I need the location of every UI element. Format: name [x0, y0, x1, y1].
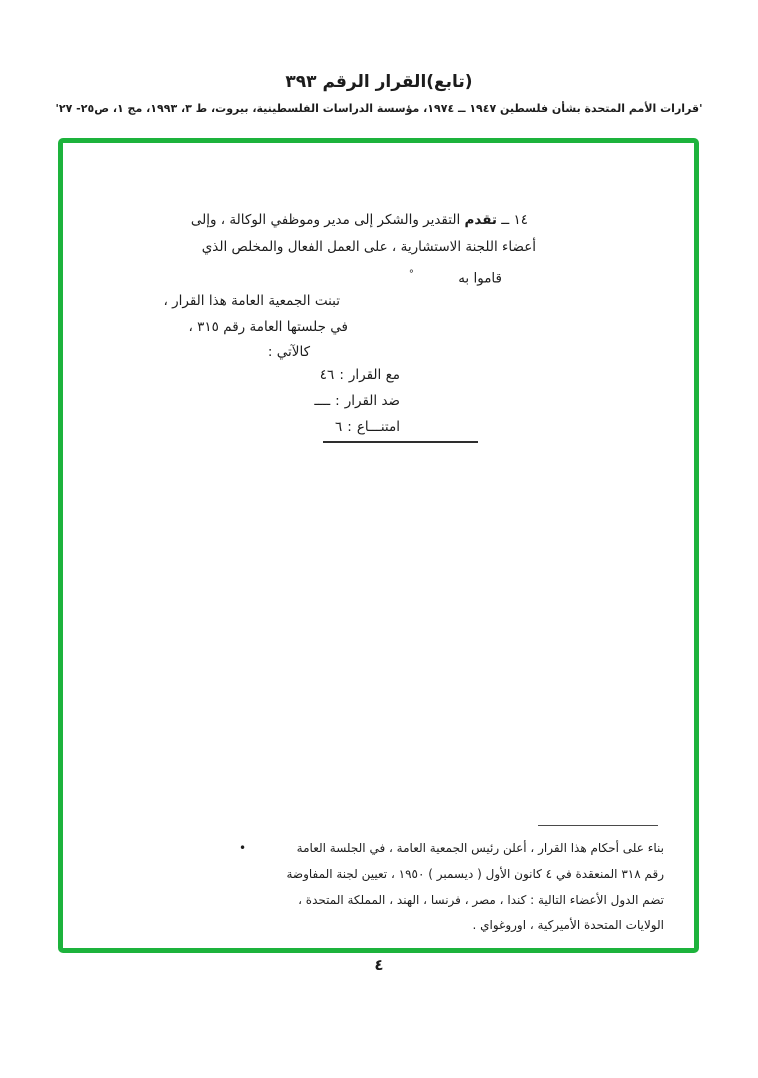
vote-for-label: مع القرار — [348, 367, 400, 383]
paragraph-line1-text: التقدير والشكر إلى مدير وموظفي الوكالة ، وإلى — [190, 212, 461, 228]
vote-against-value: ــــ — [314, 392, 331, 409]
adoption-line-1: تبنت الجمعية العامة هذا القرار ، — [163, 293, 340, 309]
paragraph-line3-text: قاموا به — [458, 270, 502, 287]
vote-row-abstain — [270, 415, 400, 441]
footnote-reference-mark: ° — [408, 269, 414, 280]
source-citation: 'قرارات الأمم المتحدة بشأن فلسطين ١٩٤٧ ــ ١٩٧٤، مؤسسة الدراسات الفلسطينية، بيروت، ط ٣، ١٩٩٣، مج ١، ص٢٥- ٢٧' — [55, 102, 703, 115]
footnote-marker-bullet: • — [239, 841, 247, 855]
footnote-text — [286, 836, 664, 939]
paragraph-lead-word: تقدم — [464, 212, 497, 228]
vote-abstain-value: ٦ — [335, 418, 343, 435]
vote-against-colon: : — [335, 392, 340, 409]
vote-abstain-colon: : — [347, 418, 352, 435]
green-border-frame — [58, 138, 699, 953]
footnote-line-2: رقم ٣١٨ المنعقدة في ٤ كانون الأول ( ديسمبر ) ١٩٥٠ ، تعيين لجنة المفاوضة — [286, 866, 664, 881]
footnote-line-3: تضم الدول الأعضاء التالية : كندا ، مصر ، فرنسا ، الهند ، المملكة المتحدة ، — [298, 892, 664, 907]
paragraph-line2-text: أعضاء اللجنة الاستشارية ، على العمل الفعال والمخلص الذي — [201, 239, 536, 255]
footnote-divider-rule — [538, 825, 658, 826]
vote-row-against — [270, 389, 400, 415]
vote-for-value: ٤٦ — [319, 367, 335, 383]
vote-abstain-label: امتنـــاع — [356, 418, 400, 435]
adoption-statement — [138, 289, 348, 366]
footnote-line-4: الولايات المتحدة الأميركية ، اوروغواي . — [472, 918, 664, 933]
vote-for-colon: : — [339, 367, 344, 383]
adoption-line-2: في جلستها العامة رقم ٣١٥ ، — [188, 318, 348, 335]
paragraph-14-line-2 — [188, 234, 536, 261]
footnote-line-1: بناء على أحكام هذا القرار ، أعلن رئيس الجمعية العامة ، في الجلسة العامة — [296, 841, 664, 855]
results-divider-rule — [323, 441, 478, 443]
adoption-line-3: كالآتي : — [267, 344, 310, 360]
paragraph-14-line-1 — [188, 207, 536, 234]
paragraph-number: ١٤ ــ — [501, 212, 528, 228]
document-title: (تابع)القرار الرقم ٣٩٣ — [285, 72, 473, 92]
vote-tally — [270, 363, 400, 440]
page-number: ٤ — [374, 956, 384, 974]
paragraph-14 — [188, 207, 536, 292]
vote-row-for — [270, 363, 400, 389]
paragraph-14-line-3 — [188, 261, 536, 292]
vote-against-label: ضد القرار — [344, 392, 400, 409]
